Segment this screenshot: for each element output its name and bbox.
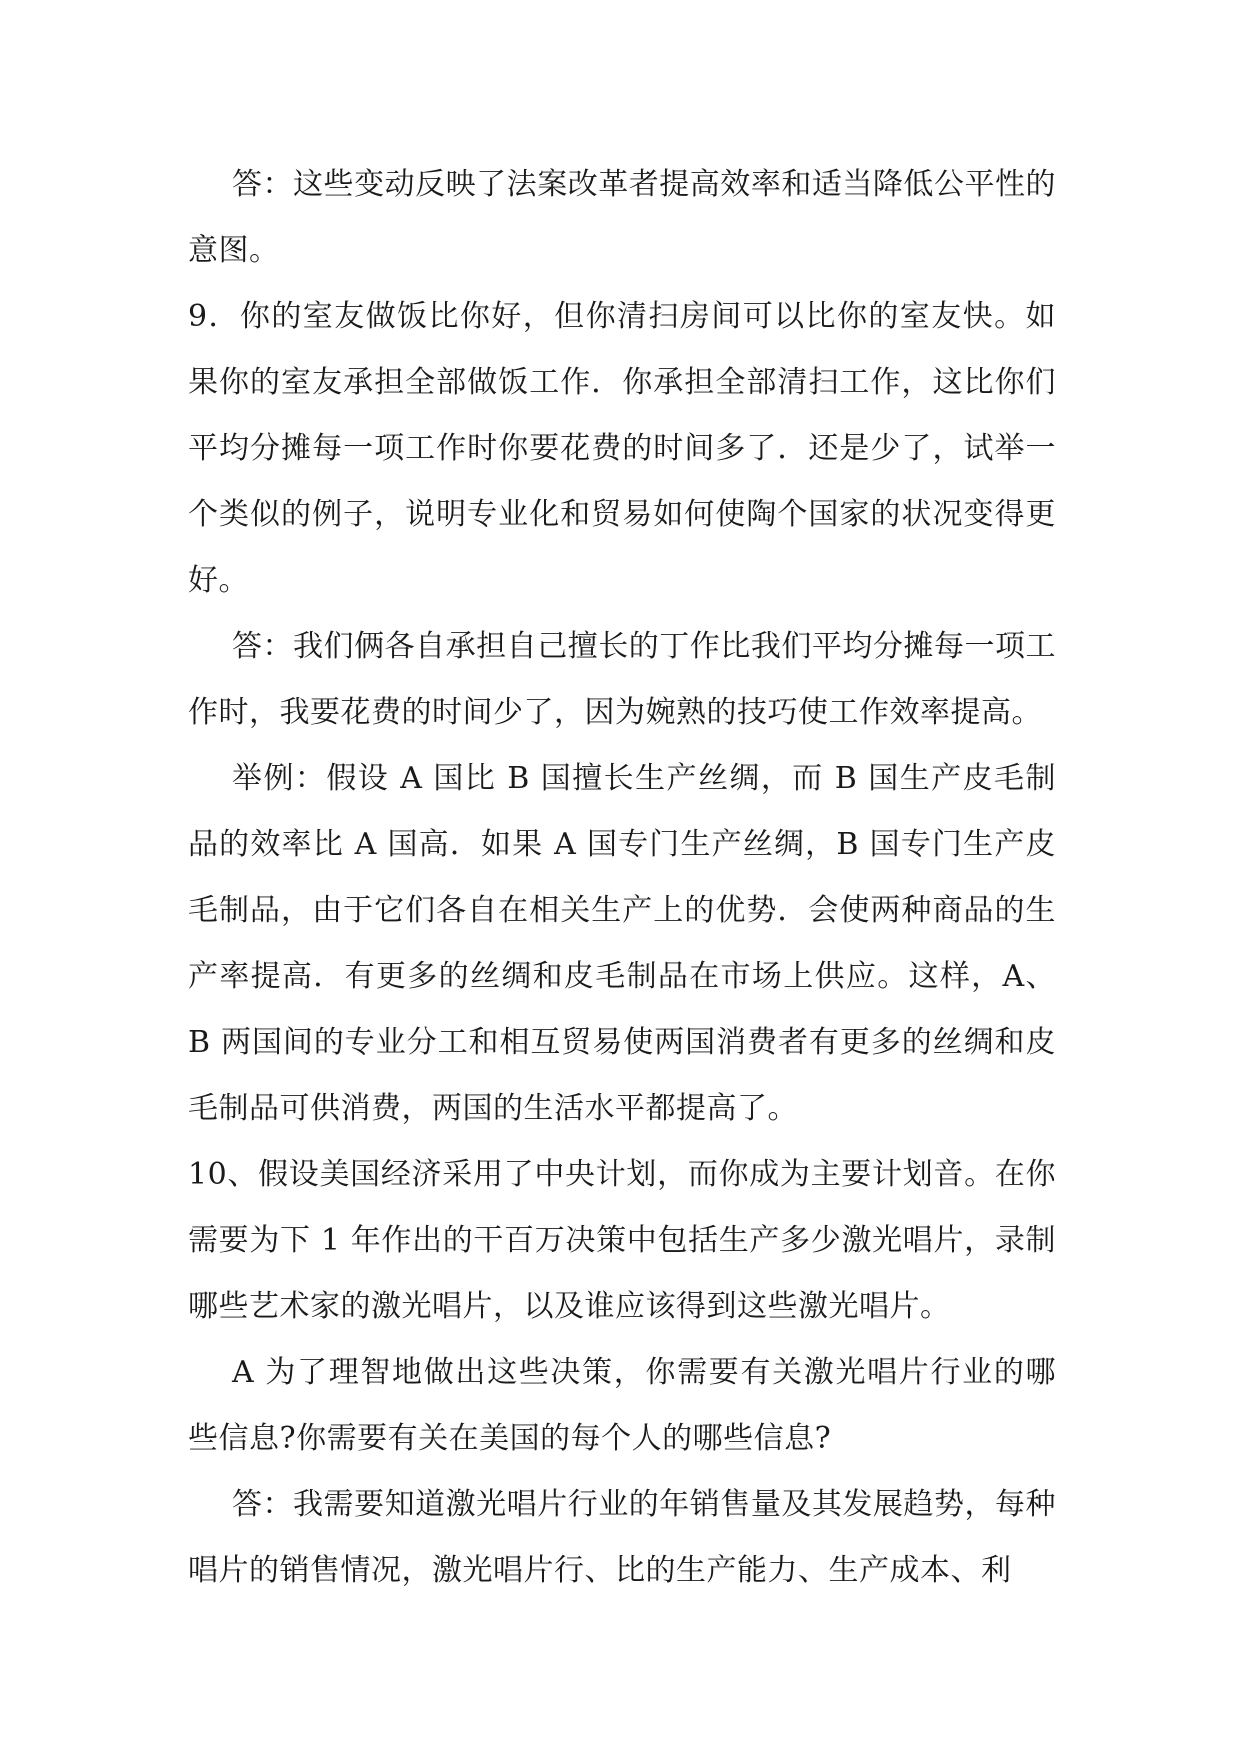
question-paragraph: 10、假设美国经济采用了中央计划，而你成为主要计划音。在你需要为下 1 年作出的干百万决策中包括生产多少激光唱片，录制哪些艺术家的激光唱片，以及谁应该得到这些激光唱片。 <box>188 1157 1056 1324</box>
sub-question-paragraph: A 为了理智地做出这些决策，你需要有关激光唱片行业的哪些信息?你需要有关在美国的每个人的哪些信息? <box>188 1355 1056 1456</box>
example-paragraph: 举例：假设 A 国比 B 国擅长生产丝绸，而 B 国生产皮毛制品的效率比 A 国高．如果 A 国专门生产丝绸，B 国专门生产皮毛制品，由于它们各自在相关生产上的优势．会使两种商品的生产率提高．有更多的丝绸和皮毛制品在市场上供应。这样，A、B 两国间的专业分工和相互贸易使两国消费者有更多的丝绸和皮毛制品可供消费，两国的生活水平都提高了。 <box>188 761 1056 1126</box>
answer-paragraph: 答：我需要知道激光唱片行业的年销售量及其发展趋势，每种唱片的销售情况，激光唱片行、比的生产能力、生产成本、利 <box>188 1487 1056 1588</box>
document-body <box>188 152 1056 1604</box>
question-paragraph: 9．你的室友做饭比你好，但你清扫房间可以比你的室友快。如果你的室友承担全部做饭工作．你承担全部清扫工作，这比你们平均分摊每一项工作时你要花费的时间多了．还是少了，试举一个类似的例子，说明专业化和贸易如何使陶个国家的状况变得更好。 <box>188 299 1056 598</box>
answer-paragraph: 答：我们俩各自承担自己擅长的丁作比我们平均分摊每一项工作时，我要花费的时间少了，因为婉熟的技巧使工作效率提高。 <box>188 629 1056 730</box>
answer-paragraph: 答：这些变动反映了法案改革者提高效率和适当降低公平性的意图。 <box>188 167 1056 268</box>
